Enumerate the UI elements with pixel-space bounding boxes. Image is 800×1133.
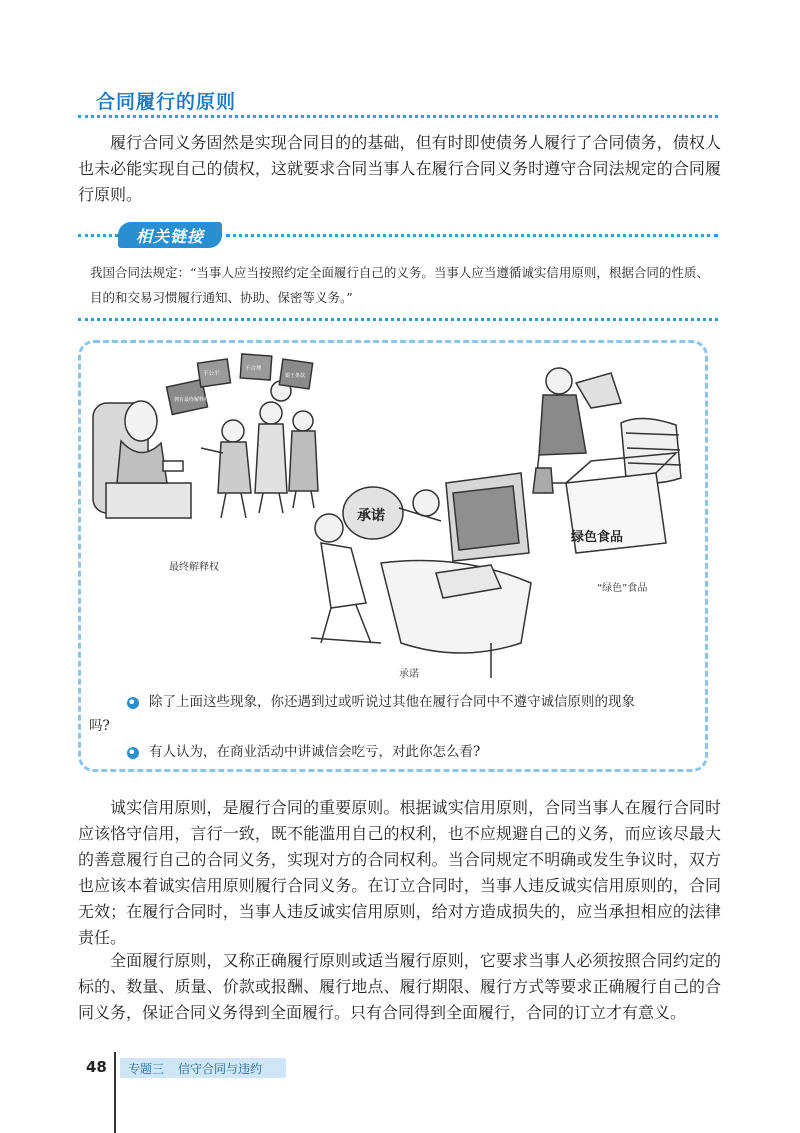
link-dotted-divider-left bbox=[78, 234, 118, 237]
scene-promise bbox=[311, 473, 531, 678]
scene-green-food bbox=[533, 368, 681, 553]
question-1-line-2: 吗? bbox=[89, 718, 110, 734]
link-dotted-divider-bottom bbox=[78, 318, 718, 321]
footer-topic-title: 信守合同与违约 bbox=[178, 1061, 263, 1076]
law-quote: 我国合同法规定：“当事人应当按照约定全面履行自己的义务。当事人应当遵循诚实信用原则，根据合同的性质、目的和交易习惯履行通知、协助、保密等义务。” bbox=[90, 265, 709, 305]
illustration-box bbox=[78, 340, 708, 772]
section-title: 合同履行的原则 bbox=[96, 91, 237, 113]
question-bullet-icon bbox=[127, 747, 139, 759]
sign-final-right: 拥有最终解释权 bbox=[174, 397, 210, 403]
intro-paragraph: 履行合同义务固然是实现合同目的的基础，但有时即使债务人履行了合同债务，债权人也未必能实现自己的债权，这就要求合同当事人在履行合同义务时遵守合同法规定的合同履行原则。 bbox=[78, 133, 721, 204]
question-bullet-icon bbox=[127, 697, 139, 709]
question-1-line-1: 除了上面这些现象，你还遇到过或听说过其他在履行合同中不遵守诚信原则的现象 bbox=[149, 694, 635, 710]
sign-unfair: 不公平 bbox=[203, 371, 220, 377]
body-paragraph-2: 全面履行原则，又称正确履行原则或适当履行原则，它要求当事人必须按照合同约定的标的、数量、质量、价款或报酬、履行地点、履行期限、履行方式等要求正确履行自己的合同义务，保证合同义务得到全面履行。只有合同得到全面履行，合同的订立才有意义。 bbox=[78, 951, 721, 1022]
caption-green-food: “绿色”食品 bbox=[597, 583, 648, 594]
body-paragraph-1: 诚实信用原则，是履行合同的重要原则。根据诚实信用原则，合同当事人在履行合同时应该恪守信用，言行一致，既不能滥用自己的权利，也不应规避自己的义务，而应该尽最大的善意履行自己的合同义务，实现对方的合同权利。当合同规定不明确或发生争议时，双方也应该本着诚实信用原则履行合同义务。在订立合同时，当事人违反诚实信用原则的，合同无效；在履行合同时，当事人违反诚实信用原则，给对方造成损失的，应当承担相应的法律责任。 bbox=[78, 798, 721, 947]
title-dotted-divider bbox=[78, 115, 718, 118]
caption-promise: 承诺 bbox=[399, 669, 419, 680]
promise-bubble-text: 承诺 bbox=[357, 508, 385, 524]
caption-final-interpretation: 最终解释权 bbox=[169, 562, 219, 573]
page-number: 48 bbox=[86, 1058, 107, 1076]
question-2: 有人认为，在商业活动中讲诚信会吃亏，对此你怎么看? bbox=[149, 744, 481, 760]
sign-overlord: 霸王条款 bbox=[285, 373, 306, 379]
footer-topic: 专题三 bbox=[128, 1061, 165, 1076]
link-dotted-divider-right bbox=[226, 234, 718, 237]
related-link-label: 相关链接 bbox=[118, 222, 222, 248]
footer-separator bbox=[114, 1052, 116, 1133]
footer-topic-bar bbox=[120, 1058, 286, 1078]
sign-unreasonable: 不合理 bbox=[245, 366, 262, 372]
green-food-box-label: 绿色食品 bbox=[571, 530, 624, 545]
